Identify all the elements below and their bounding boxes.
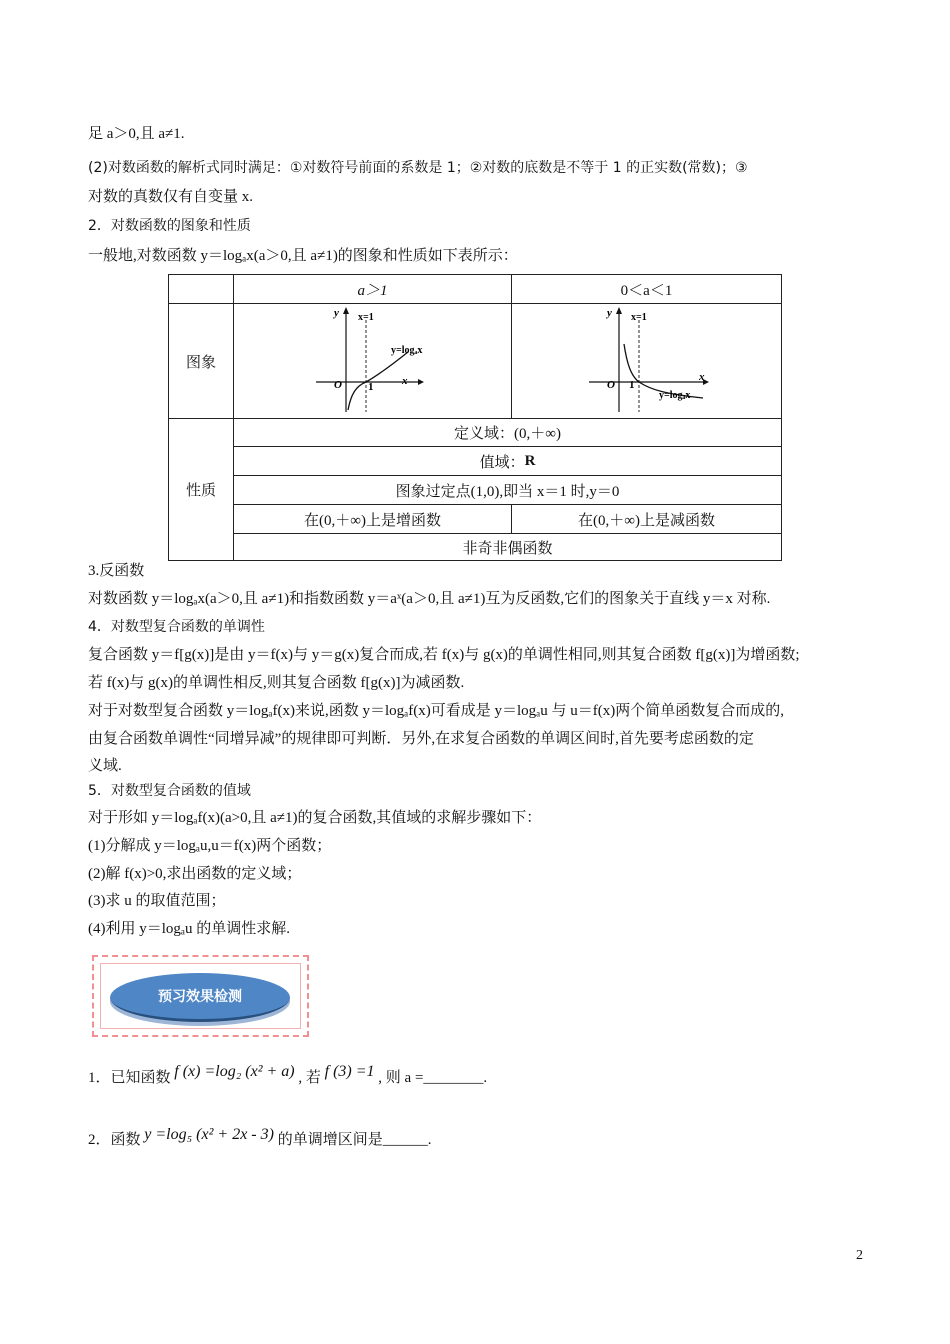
q2-suffix: 的单调增区间是______. [277,1132,432,1148]
question-1 [88,1063,488,1088]
range-value: R [524,452,536,469]
g2-x-label: x [699,371,705,383]
header-a-gt-1: a＞1 [357,282,388,299]
q1-mid: , 若 [298,1070,321,1086]
heading-5: 5．对数型复合函数的值域 [88,783,251,799]
q2-function: y =log₅ (x² + 2x - 3) [144,1126,274,1143]
log-graph-decreasing [581,304,721,416]
text-line-9: 由复合函数单调性“同增异减”的规律即可判断．另外,在求复合函数的单调区间时,首先要考虑函数的定 [88,731,754,747]
q1-function: f (x) =log₂ (x² + a) [174,1063,295,1080]
q1-suffix: , 则 a =________. [378,1070,488,1086]
heading-3: 3.反函数 [88,563,145,579]
g2-origin-label: O [607,379,615,391]
q2-prefix: 2．函数 [88,1132,141,1148]
text-line-4: 一般地,对数函数 y＝logₐx(a＞0,且 a≠1)的图象和性质如下表所示： [88,248,518,264]
q1-condition: f (3) =1 [324,1063,375,1080]
text-line-12: (1)分解成 y＝logₐu,u＝f(x)两个函数； [88,838,332,854]
g1-curve-label: y=logₐx [391,345,423,356]
domain-cell: 定义域：(0,＋∞) [454,426,561,442]
row-label-properties: 性质 [185,483,216,499]
g1-one-label: 1 [368,381,374,393]
text-line-5: 对数函数 y＝logₐx(a＞0,且 a≠1)和指数函数 y＝aˣ(a＞0,且 a≠1)互为反函数,它们的图象关于直线 y＝x 对称. [88,591,771,607]
badge-label: 预习效果检测 [110,973,290,1022]
property-table [168,274,782,561]
g2-y-label: y [607,307,612,319]
decreasing-cell: 在(0,＋∞)上是减函数 [578,512,715,529]
log-graph-increasing [308,304,448,416]
g1-x-label: x [402,375,408,387]
g2-curve-label: y=logₐx [659,390,691,401]
header-a-lt-1: 0＜a＜1 [620,282,673,299]
text-line-2: (2)对数函数的解析式同时满足：①对数符号前面的系数是 1；②对数的底数是不等于 1 的正实数(常数)；③ [88,160,748,176]
text-line-8: 对于对数型复合函数 y＝logₐf(x)来说,函数 y＝logₐf(x)可看成是 y＝logₐu 与 u＝f(x)两个简单函数复合而成的, [88,703,785,719]
text-line-14: (3)求 u 的取值范围； [88,893,226,909]
text-line-7: 若 f(x)与 g(x)的单调性相反,则其复合函数 f[g(x)]为减函数. [88,675,465,691]
text-line-15: (4)利用 y＝logₐu 的单调性求解. [88,921,291,937]
text-line-10: 义域. [88,758,122,774]
g2-vline-label: x=1 [631,312,647,323]
page-number: 2 [856,1248,863,1263]
row-label-graph: 图象 [185,354,216,371]
preview-section-badge [92,955,309,1037]
range-cell [234,447,781,475]
text-line-6: 复合函数 y＝f[g(x)]是由 y＝f(x)与 y＝g(x)复合而成,若 f(x)与 g(x)的单调性相同,则其复合函数 f[g(x)]为增函数; [88,647,800,663]
g2-one-label: 1 [629,379,635,391]
g1-origin-label: O [334,379,342,391]
heading-2: 2．对数函数的图象和性质 [88,218,251,234]
text-line-1: 足 a＞0,且 a≠1. [88,126,185,142]
range-label: 值域： [479,454,525,471]
text-line-13: (2)解 f(x)>0,求出函数的定义域； [88,866,302,882]
g1-y-label: y [334,307,339,319]
q1-prefix: 1．已知函数 [88,1070,171,1086]
g1-vline-label: x=1 [358,312,374,323]
increasing-cell: 在(0,＋∞)上是增函数 [304,512,441,529]
parity-cell: 非奇非偶函数 [462,540,553,557]
text-line-11: 对于形如 y＝logₐf(x)(a>0,且 a≠1)的复合函数,其值域的求解步骤如下： [88,810,542,826]
heading-4: 4．对数型复合函数的单调性 [88,619,265,635]
fixed-point-cell: 图象过定点(1,0),即当 x＝1 时,y＝0 [395,483,620,500]
question-2 [88,1126,432,1150]
text-line-3: 对数的真数仅有自变量 x. [88,189,254,205]
